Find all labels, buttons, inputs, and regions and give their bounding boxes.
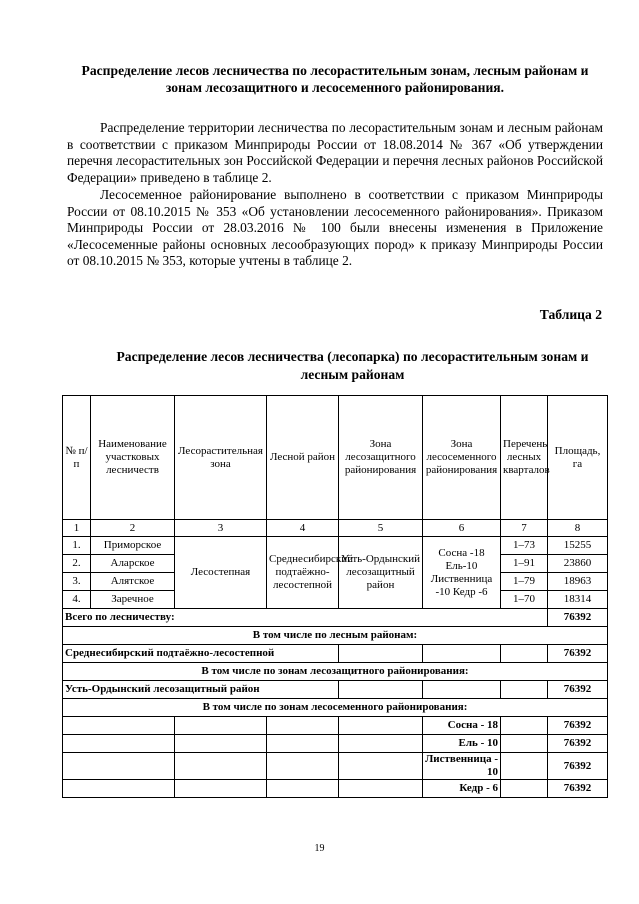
empty-cell bbox=[501, 780, 548, 798]
table-row bbox=[63, 537, 608, 555]
forest-regions-header-row bbox=[63, 627, 608, 645]
empty-cell bbox=[501, 717, 548, 735]
table-title: Распределение лесов лесничества (лесопарка) по лесорастительным зонам и лесным районам bbox=[116, 349, 589, 382]
empty-cell bbox=[339, 681, 423, 699]
column-number: 3 bbox=[175, 520, 267, 537]
forest-region-value: 76392 bbox=[548, 645, 608, 663]
column-number: 1 bbox=[63, 520, 91, 537]
seed-value: 76392 bbox=[548, 735, 608, 753]
empty-cell bbox=[63, 753, 175, 780]
row-num: 4. bbox=[63, 591, 91, 609]
paragraph-seed-zoning: Лесосеменное районирование выполнено в соответствии с приказом Минприроды России от 08.10.2015 № 353 «Об установлении лесосеменного районирования». Приказом Минприроды России от 28.03.2016 № 100 были внесены изменения в Приложение «Лесосеменные районы основных лесообразующих пород» к приказу Минприроды России от 08.10.2015 № 353, которые учтены в таблице 2. bbox=[67, 187, 603, 268]
empty-cell bbox=[63, 735, 175, 753]
empty-cell bbox=[175, 780, 267, 798]
seed-row bbox=[63, 735, 608, 753]
empty-cell bbox=[175, 735, 267, 753]
protect-header: В том числе по зонам лесозащитного районирования: bbox=[63, 663, 608, 681]
total-row bbox=[63, 609, 608, 627]
column-number: 5 bbox=[339, 520, 423, 537]
seed-header-row bbox=[63, 699, 608, 717]
header-forest-region: Лесной район bbox=[267, 396, 339, 520]
row-quarters: 1–91 bbox=[501, 555, 548, 573]
column-number: 4 bbox=[267, 520, 339, 537]
protect-header-row bbox=[63, 663, 608, 681]
empty-cell bbox=[423, 645, 501, 663]
empty-cell bbox=[267, 753, 339, 780]
row-area: 18963 bbox=[548, 573, 608, 591]
seed-value: 76392 bbox=[548, 717, 608, 735]
forest-regions-header: В том числе по лесным районам: bbox=[63, 627, 608, 645]
merged-veg-zone: Лесостепная bbox=[175, 537, 267, 609]
header-veg-zone: Лесорастительная зона bbox=[175, 396, 267, 520]
section-heading: Распределение лесов лесничества по лесорастительным зонам, лесным районам и зонам лесозащитного и лесосеменного районирования. bbox=[81, 63, 589, 95]
total-label: Всего по лесничеству: bbox=[63, 609, 548, 627]
column-number: 6 bbox=[423, 520, 501, 537]
column-number: 8 bbox=[548, 520, 608, 537]
header-seed-zone: Зона лесосеменного районирования bbox=[423, 396, 501, 520]
empty-cell bbox=[267, 780, 339, 798]
protect-row bbox=[63, 681, 608, 699]
paragraph-forest-zones: Распределение территории лесничества по лесорастительным зонам и лесным районам в соответствии с приказом Минприроды России от 18.08.2014 № 367 «Об утверждении перечня лесорастительных зон Российской Федерации и перечня лесных районов Российской Федерации» приведено в таблице 2. bbox=[67, 120, 603, 185]
row-quarters: 1–73 bbox=[501, 537, 548, 555]
seed-row bbox=[63, 780, 608, 798]
column-number: 7 bbox=[501, 520, 548, 537]
page-number: 19 bbox=[314, 843, 325, 854]
row-name: Приморское bbox=[91, 537, 175, 555]
row-area: 23860 bbox=[548, 555, 608, 573]
empty-cell bbox=[501, 645, 548, 663]
seed-label: Сосна - 18 bbox=[423, 717, 501, 735]
row-area: 18314 bbox=[548, 591, 608, 609]
empty-cell bbox=[267, 735, 339, 753]
seed-label: Кедр - 6 bbox=[423, 780, 501, 798]
merged-protect-zone: Усть-Ордынский лесозащитный район bbox=[339, 537, 423, 609]
seed-label: Лиственница - 10 bbox=[423, 753, 501, 780]
seed-value: 76392 bbox=[548, 780, 608, 798]
row-quarters: 1–79 bbox=[501, 573, 548, 591]
empty-cell bbox=[175, 717, 267, 735]
forest-region-row bbox=[63, 645, 608, 663]
empty-cell bbox=[423, 681, 501, 699]
header-protect-zone: Зона лесозащитного районирования bbox=[339, 396, 423, 520]
protect-label: Усть-Ордынский лесозащитный район bbox=[63, 681, 339, 699]
forest-distribution-table bbox=[62, 395, 608, 798]
empty-cell bbox=[267, 717, 339, 735]
merged-seed-zone: Сосна -18 Ель-10 Лиственница -10 Кедр -6 bbox=[423, 537, 501, 609]
column-number: 2 bbox=[91, 520, 175, 537]
table-header-row bbox=[63, 396, 608, 520]
table-caption: Таблица 2 bbox=[539, 307, 602, 322]
merged-forest-region: Среднесибирский подтаёжно-лесостепной bbox=[267, 537, 339, 609]
empty-cell bbox=[339, 735, 423, 753]
empty-cell bbox=[339, 645, 423, 663]
total-value: 76392 bbox=[548, 609, 608, 627]
empty-cell bbox=[501, 753, 548, 780]
forest-region-label: Среднесибирский подтаёжно-лесостепной bbox=[63, 645, 339, 663]
row-area: 15255 bbox=[548, 537, 608, 555]
seed-row bbox=[63, 753, 608, 780]
seed-label: Ель - 10 bbox=[423, 735, 501, 753]
row-name: Аларское bbox=[91, 555, 175, 573]
header-quarters: Перечень лесных кварталов bbox=[501, 396, 548, 520]
empty-cell bbox=[339, 717, 423, 735]
row-name: Заречное bbox=[91, 591, 175, 609]
empty-cell bbox=[339, 753, 423, 780]
row-num: 2. bbox=[63, 555, 91, 573]
seed-value: 76392 bbox=[548, 753, 608, 780]
empty-cell bbox=[63, 780, 175, 798]
column-number-row bbox=[63, 520, 608, 537]
empty-cell bbox=[501, 681, 548, 699]
empty-cell bbox=[63, 717, 175, 735]
header-num: № п/п bbox=[63, 396, 91, 520]
empty-cell bbox=[175, 753, 267, 780]
row-num: 3. bbox=[63, 573, 91, 591]
empty-cell bbox=[339, 780, 423, 798]
header-name: Наименование участковых лесничеств bbox=[91, 396, 175, 520]
header-area: Площадь, га bbox=[548, 396, 608, 520]
seed-header: В том числе по зонам лесосеменного районирования: bbox=[63, 699, 608, 717]
row-quarters: 1–70 bbox=[501, 591, 548, 609]
protect-value: 76392 bbox=[548, 681, 608, 699]
empty-cell bbox=[501, 735, 548, 753]
row-num: 1. bbox=[63, 537, 91, 555]
seed-row bbox=[63, 717, 608, 735]
row-name: Алятское bbox=[91, 573, 175, 591]
